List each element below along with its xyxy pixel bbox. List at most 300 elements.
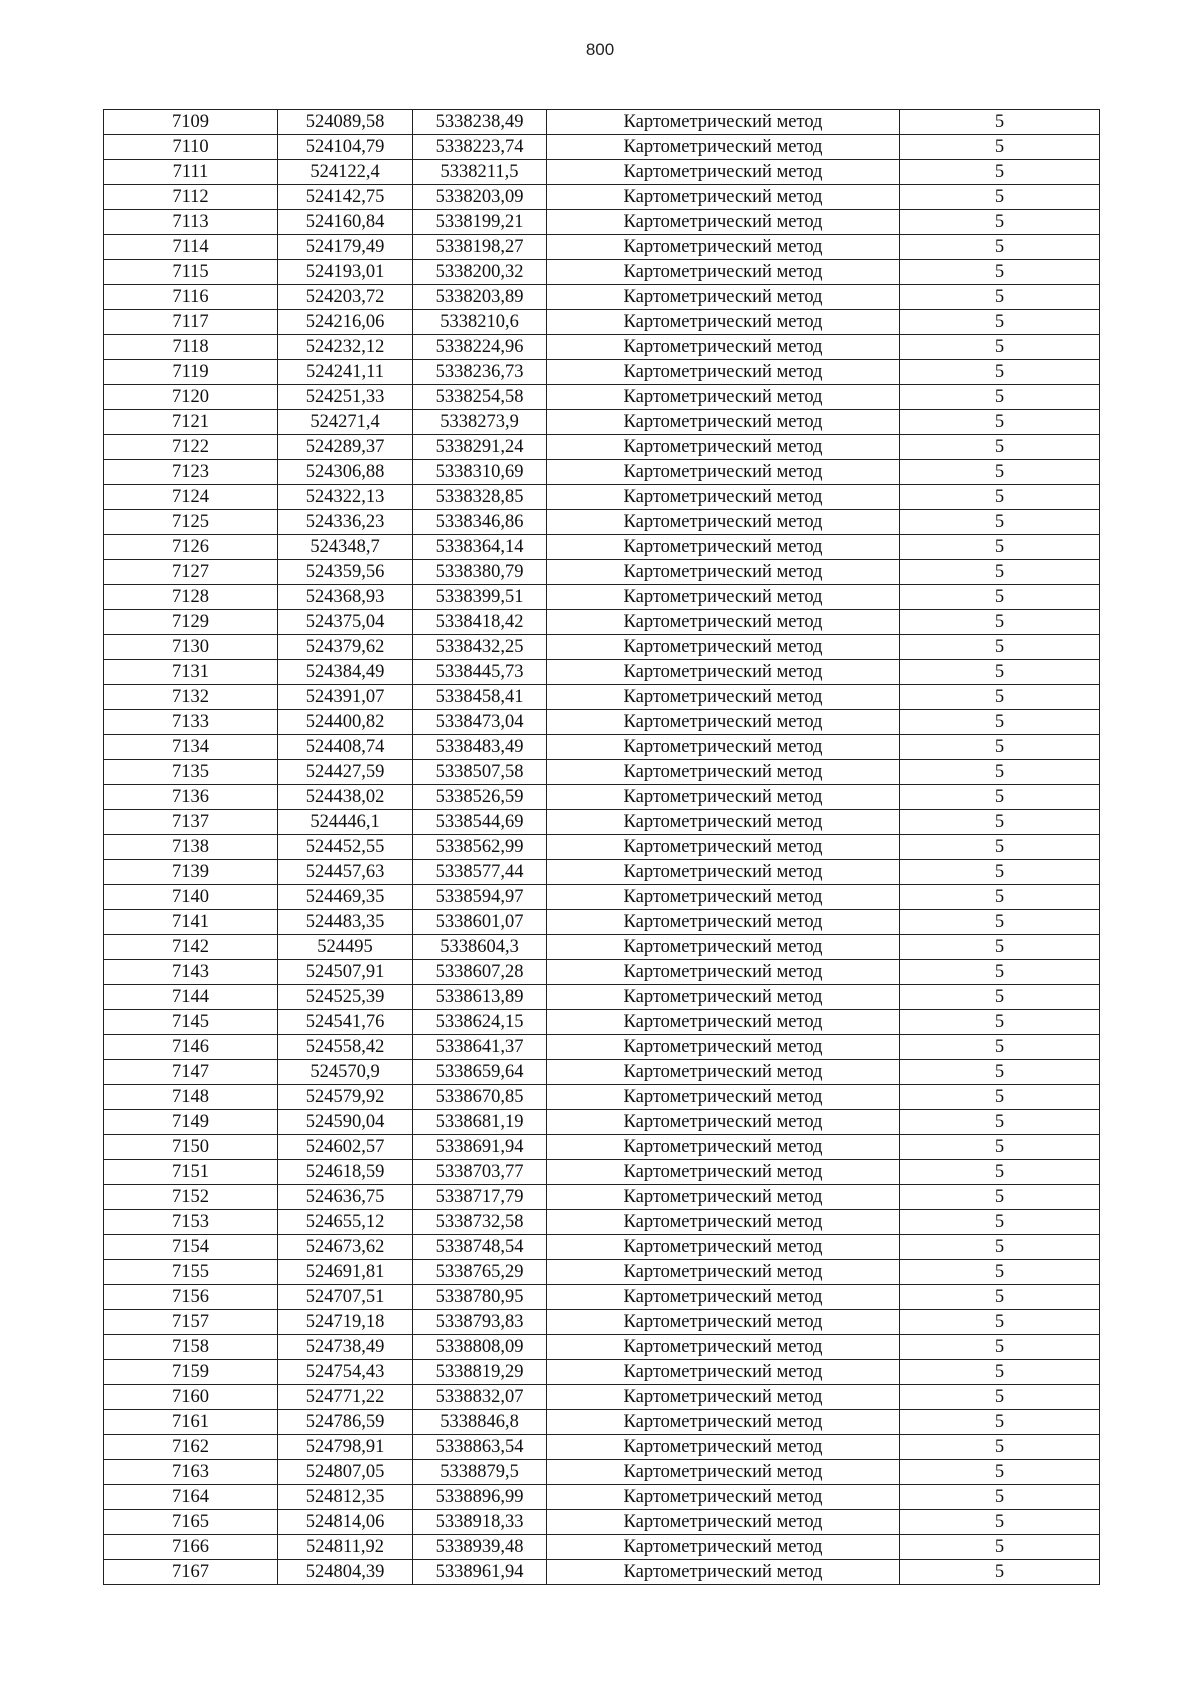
- x-coordinate-cell: 524179,49: [278, 235, 413, 260]
- method-cell: Картометрический метод: [547, 135, 900, 160]
- point-number-cell: 7145: [104, 1010, 278, 1035]
- method-cell: Картометрический метод: [547, 210, 900, 235]
- y-coordinate-cell: 5338819,29: [413, 1360, 547, 1385]
- y-coordinate-cell: 5338238,49: [413, 110, 547, 135]
- method-cell: Картометрический метод: [547, 435, 900, 460]
- table-row: [104, 1385, 1100, 1410]
- y-coordinate-cell: 5338223,74: [413, 135, 547, 160]
- x-coordinate-cell: 524089,58: [278, 110, 413, 135]
- method-cell: Картометрический метод: [547, 1460, 900, 1485]
- y-coordinate-cell: 5338594,97: [413, 885, 547, 910]
- table-row: [104, 1460, 1100, 1485]
- point-number-cell: 7143: [104, 960, 278, 985]
- accuracy-cell: 5: [900, 1285, 1100, 1310]
- table-row: [104, 1560, 1100, 1585]
- table-row: [104, 1360, 1100, 1385]
- point-number-cell: 7138: [104, 835, 278, 860]
- table-row: [104, 885, 1100, 910]
- method-cell: Картометрический метод: [547, 510, 900, 535]
- y-coordinate-cell: 5338641,37: [413, 1035, 547, 1060]
- y-coordinate-cell: 5338203,89: [413, 285, 547, 310]
- point-number-cell: 7123: [104, 460, 278, 485]
- point-number-cell: 7151: [104, 1160, 278, 1185]
- point-number-cell: 7159: [104, 1360, 278, 1385]
- accuracy-cell: 5: [900, 1060, 1100, 1085]
- point-number-cell: 7150: [104, 1135, 278, 1160]
- table-row: [104, 385, 1100, 410]
- method-cell: Картометрический метод: [547, 585, 900, 610]
- y-coordinate-cell: 5338310,69: [413, 460, 547, 485]
- method-cell: Картометрический метод: [547, 1185, 900, 1210]
- accuracy-cell: 5: [900, 885, 1100, 910]
- method-cell: Картометрический метод: [547, 910, 900, 935]
- x-coordinate-cell: 524602,57: [278, 1135, 413, 1160]
- y-coordinate-cell: 5338765,29: [413, 1260, 547, 1285]
- accuracy-cell: 5: [900, 1235, 1100, 1260]
- method-cell: Картометрический метод: [547, 610, 900, 635]
- accuracy-cell: 5: [900, 735, 1100, 760]
- table-row: [104, 235, 1100, 260]
- y-coordinate-cell: 5338380,79: [413, 560, 547, 585]
- y-coordinate-cell: 5338703,77: [413, 1160, 547, 1185]
- point-number-cell: 7128: [104, 585, 278, 610]
- coordinates-table: [103, 109, 1100, 1585]
- method-cell: Картометрический метод: [547, 110, 900, 135]
- x-coordinate-cell: 524754,43: [278, 1360, 413, 1385]
- y-coordinate-cell: 5338793,83: [413, 1310, 547, 1335]
- x-coordinate-cell: 524814,06: [278, 1510, 413, 1535]
- method-cell: Картометрический метод: [547, 560, 900, 585]
- x-coordinate-cell: 524384,49: [278, 660, 413, 685]
- point-number-cell: 7157: [104, 1310, 278, 1335]
- method-cell: Картометрический метод: [547, 1310, 900, 1335]
- point-number-cell: 7163: [104, 1460, 278, 1485]
- table-row: [104, 1260, 1100, 1285]
- method-cell: Картометрический метод: [547, 735, 900, 760]
- y-coordinate-cell: 5338613,89: [413, 985, 547, 1010]
- y-coordinate-cell: 5338224,96: [413, 335, 547, 360]
- x-coordinate-cell: 524673,62: [278, 1235, 413, 1260]
- x-coordinate-cell: 524719,18: [278, 1310, 413, 1335]
- y-coordinate-cell: 5338273,9: [413, 410, 547, 435]
- method-cell: Картометрический метод: [547, 1010, 900, 1035]
- accuracy-cell: 5: [900, 1435, 1100, 1460]
- x-coordinate-cell: 524738,49: [278, 1335, 413, 1360]
- x-coordinate-cell: 524232,12: [278, 335, 413, 360]
- y-coordinate-cell: 5338624,15: [413, 1010, 547, 1035]
- table-row: [104, 1160, 1100, 1185]
- accuracy-cell: 5: [900, 1485, 1100, 1510]
- table-row: [104, 685, 1100, 710]
- accuracy-cell: 5: [900, 310, 1100, 335]
- table-row: [104, 860, 1100, 885]
- y-coordinate-cell: 5338203,09: [413, 185, 547, 210]
- method-cell: Картометрический метод: [547, 1210, 900, 1235]
- method-cell: Картометрический метод: [547, 185, 900, 210]
- method-cell: Картометрический метод: [547, 1160, 900, 1185]
- method-cell: Картометрический метод: [547, 1285, 900, 1310]
- x-coordinate-cell: 524379,62: [278, 635, 413, 660]
- y-coordinate-cell: 5338846,8: [413, 1410, 547, 1435]
- accuracy-cell: 5: [900, 1185, 1100, 1210]
- x-coordinate-cell: 524122,4: [278, 160, 413, 185]
- accuracy-cell: 5: [900, 910, 1100, 935]
- y-coordinate-cell: 5338896,99: [413, 1485, 547, 1510]
- table-row: [104, 1035, 1100, 1060]
- point-number-cell: 7121: [104, 410, 278, 435]
- y-coordinate-cell: 5338199,21: [413, 210, 547, 235]
- y-coordinate-cell: 5338364,14: [413, 535, 547, 560]
- x-coordinate-cell: 524104,79: [278, 135, 413, 160]
- point-number-cell: 7127: [104, 560, 278, 585]
- accuracy-cell: 5: [900, 135, 1100, 160]
- accuracy-cell: 5: [900, 710, 1100, 735]
- y-coordinate-cell: 5338863,54: [413, 1435, 547, 1460]
- x-coordinate-cell: 524203,72: [278, 285, 413, 310]
- x-coordinate-cell: 524618,59: [278, 1160, 413, 1185]
- y-coordinate-cell: 5338780,95: [413, 1285, 547, 1310]
- accuracy-cell: 5: [900, 510, 1100, 535]
- point-number-cell: 7116: [104, 285, 278, 310]
- point-number-cell: 7120: [104, 385, 278, 410]
- x-coordinate-cell: 524160,84: [278, 210, 413, 235]
- method-cell: Картометрический метод: [547, 1110, 900, 1135]
- accuracy-cell: 5: [900, 835, 1100, 860]
- method-cell: Картометрический метод: [547, 285, 900, 310]
- accuracy-cell: 5: [900, 560, 1100, 585]
- x-coordinate-cell: 524771,22: [278, 1385, 413, 1410]
- point-number-cell: 7119: [104, 360, 278, 385]
- accuracy-cell: 5: [900, 385, 1100, 410]
- table-row: [104, 1410, 1100, 1435]
- accuracy-cell: 5: [900, 435, 1100, 460]
- y-coordinate-cell: 5338200,32: [413, 260, 547, 285]
- table-row: [104, 160, 1100, 185]
- point-number-cell: 7118: [104, 335, 278, 360]
- point-number-cell: 7162: [104, 1435, 278, 1460]
- table-row: [104, 710, 1100, 735]
- table-row: [104, 510, 1100, 535]
- accuracy-cell: 5: [900, 935, 1100, 960]
- table-row: [104, 985, 1100, 1010]
- table-row: [104, 210, 1100, 235]
- point-number-cell: 7154: [104, 1235, 278, 1260]
- x-coordinate-cell: 524786,59: [278, 1410, 413, 1435]
- point-number-cell: 7152: [104, 1185, 278, 1210]
- x-coordinate-cell: 524193,01: [278, 260, 413, 285]
- accuracy-cell: 5: [900, 1160, 1100, 1185]
- method-cell: Картометрический метод: [547, 1510, 900, 1535]
- x-coordinate-cell: 524306,88: [278, 460, 413, 485]
- table-row: [104, 610, 1100, 635]
- accuracy-cell: 5: [900, 1385, 1100, 1410]
- y-coordinate-cell: 5338832,07: [413, 1385, 547, 1410]
- coordinates-table-body: [104, 110, 1100, 1585]
- accuracy-cell: 5: [900, 285, 1100, 310]
- method-cell: Картометрический метод: [547, 660, 900, 685]
- accuracy-cell: 5: [900, 635, 1100, 660]
- y-coordinate-cell: 5338577,44: [413, 860, 547, 885]
- x-coordinate-cell: 524590,04: [278, 1110, 413, 1135]
- method-cell: Картометрический метод: [547, 1260, 900, 1285]
- x-coordinate-cell: 524438,02: [278, 785, 413, 810]
- table-row: [104, 360, 1100, 385]
- accuracy-cell: 5: [900, 660, 1100, 685]
- point-number-cell: 7137: [104, 810, 278, 835]
- point-number-cell: 7139: [104, 860, 278, 885]
- y-coordinate-cell: 5338879,5: [413, 1460, 547, 1485]
- table-row: [104, 1185, 1100, 1210]
- point-number-cell: 7155: [104, 1260, 278, 1285]
- accuracy-cell: 5: [900, 1135, 1100, 1160]
- y-coordinate-cell: 5338418,42: [413, 610, 547, 635]
- method-cell: Картометрический метод: [547, 360, 900, 385]
- point-number-cell: 7109: [104, 110, 278, 135]
- method-cell: Картометрический метод: [547, 935, 900, 960]
- y-coordinate-cell: 5338659,64: [413, 1060, 547, 1085]
- accuracy-cell: 5: [900, 1535, 1100, 1560]
- accuracy-cell: 5: [900, 585, 1100, 610]
- y-coordinate-cell: 5338526,59: [413, 785, 547, 810]
- point-number-cell: 7112: [104, 185, 278, 210]
- table-row: [104, 785, 1100, 810]
- table-row: [104, 310, 1100, 335]
- point-number-cell: 7117: [104, 310, 278, 335]
- accuracy-cell: 5: [900, 485, 1100, 510]
- accuracy-cell: 5: [900, 610, 1100, 635]
- table-row: [104, 135, 1100, 160]
- y-coordinate-cell: 5338544,69: [413, 810, 547, 835]
- table-row: [104, 1060, 1100, 1085]
- x-coordinate-cell: 524368,93: [278, 585, 413, 610]
- x-coordinate-cell: 524427,59: [278, 760, 413, 785]
- table-row: [104, 260, 1100, 285]
- y-coordinate-cell: 5338939,48: [413, 1535, 547, 1560]
- x-coordinate-cell: 524408,74: [278, 735, 413, 760]
- method-cell: Картометрический метод: [547, 760, 900, 785]
- accuracy-cell: 5: [900, 1335, 1100, 1360]
- method-cell: Картометрический метод: [547, 635, 900, 660]
- table-row: [104, 1285, 1100, 1310]
- accuracy-cell: 5: [900, 360, 1100, 385]
- method-cell: Картометрический метод: [547, 1435, 900, 1460]
- accuracy-cell: 5: [900, 185, 1100, 210]
- method-cell: Картометрический метод: [547, 1385, 900, 1410]
- method-cell: Картометрический метод: [547, 1085, 900, 1110]
- method-cell: Картометрический метод: [547, 310, 900, 335]
- y-coordinate-cell: 5338604,3: [413, 935, 547, 960]
- accuracy-cell: 5: [900, 1085, 1100, 1110]
- x-coordinate-cell: 524271,4: [278, 410, 413, 435]
- table-row: [104, 935, 1100, 960]
- x-coordinate-cell: 524400,82: [278, 710, 413, 735]
- point-number-cell: 7146: [104, 1035, 278, 1060]
- point-number-cell: 7132: [104, 685, 278, 710]
- point-number-cell: 7111: [104, 160, 278, 185]
- y-coordinate-cell: 5338458,41: [413, 685, 547, 710]
- accuracy-cell: 5: [900, 810, 1100, 835]
- point-number-cell: 7144: [104, 985, 278, 1010]
- table-row: [104, 460, 1100, 485]
- table-row: [104, 760, 1100, 785]
- method-cell: Картометрический метод: [547, 685, 900, 710]
- x-coordinate-cell: 524446,1: [278, 810, 413, 835]
- point-number-cell: 7110: [104, 135, 278, 160]
- table-row: [104, 1010, 1100, 1035]
- accuracy-cell: 5: [900, 535, 1100, 560]
- table-row: [104, 1335, 1100, 1360]
- accuracy-cell: 5: [900, 1210, 1100, 1235]
- point-number-cell: 7141: [104, 910, 278, 935]
- method-cell: Картометрический метод: [547, 1035, 900, 1060]
- table-row: [104, 1310, 1100, 1335]
- x-coordinate-cell: 524558,42: [278, 1035, 413, 1060]
- method-cell: Картометрический метод: [547, 1135, 900, 1160]
- accuracy-cell: 5: [900, 1110, 1100, 1135]
- point-number-cell: 7167: [104, 1560, 278, 1585]
- table-row: [104, 285, 1100, 310]
- accuracy-cell: 5: [900, 685, 1100, 710]
- method-cell: Картометрический метод: [547, 1560, 900, 1585]
- method-cell: Картометрический метод: [547, 710, 900, 735]
- y-coordinate-cell: 5338211,5: [413, 160, 547, 185]
- x-coordinate-cell: 524391,07: [278, 685, 413, 710]
- accuracy-cell: 5: [900, 785, 1100, 810]
- y-coordinate-cell: 5338328,85: [413, 485, 547, 510]
- point-number-cell: 7134: [104, 735, 278, 760]
- accuracy-cell: 5: [900, 1260, 1100, 1285]
- point-number-cell: 7156: [104, 1285, 278, 1310]
- y-coordinate-cell: 5338346,86: [413, 510, 547, 535]
- accuracy-cell: 5: [900, 335, 1100, 360]
- x-coordinate-cell: 524457,63: [278, 860, 413, 885]
- accuracy-cell: 5: [900, 1560, 1100, 1585]
- accuracy-cell: 5: [900, 1010, 1100, 1035]
- point-number-cell: 7124: [104, 485, 278, 510]
- point-number-cell: 7133: [104, 710, 278, 735]
- point-number-cell: 7140: [104, 885, 278, 910]
- point-number-cell: 7158: [104, 1335, 278, 1360]
- table-row: [104, 1110, 1100, 1135]
- method-cell: Картометрический метод: [547, 1410, 900, 1435]
- y-coordinate-cell: 5338291,24: [413, 435, 547, 460]
- x-coordinate-cell: 524348,7: [278, 535, 413, 560]
- y-coordinate-cell: 5338717,79: [413, 1185, 547, 1210]
- table-row: [104, 960, 1100, 985]
- x-coordinate-cell: 524142,75: [278, 185, 413, 210]
- method-cell: Картометрический метод: [547, 810, 900, 835]
- y-coordinate-cell: 5338670,85: [413, 1085, 547, 1110]
- point-number-cell: 7136: [104, 785, 278, 810]
- table-row: [104, 810, 1100, 835]
- y-coordinate-cell: 5338961,94: [413, 1560, 547, 1585]
- x-coordinate-cell: 524322,13: [278, 485, 413, 510]
- x-coordinate-cell: 524495: [278, 935, 413, 960]
- point-number-cell: 7135: [104, 760, 278, 785]
- method-cell: Картометрический метод: [547, 835, 900, 860]
- point-number-cell: 7129: [104, 610, 278, 635]
- y-coordinate-cell: 5338399,51: [413, 585, 547, 610]
- y-coordinate-cell: 5338732,58: [413, 1210, 547, 1235]
- method-cell: Картометрический метод: [547, 1535, 900, 1560]
- table-row: [104, 535, 1100, 560]
- accuracy-cell: 5: [900, 985, 1100, 1010]
- x-coordinate-cell: 524541,76: [278, 1010, 413, 1035]
- table-row: [104, 110, 1100, 135]
- x-coordinate-cell: 524507,91: [278, 960, 413, 985]
- method-cell: Картометрический метод: [547, 410, 900, 435]
- method-cell: Картометрический метод: [547, 535, 900, 560]
- method-cell: Картометрический метод: [547, 1360, 900, 1385]
- accuracy-cell: 5: [900, 235, 1100, 260]
- accuracy-cell: 5: [900, 460, 1100, 485]
- point-number-cell: 7115: [104, 260, 278, 285]
- table-row: [104, 660, 1100, 685]
- accuracy-cell: 5: [900, 1460, 1100, 1485]
- method-cell: Картометрический метод: [547, 1485, 900, 1510]
- method-cell: Картометрический метод: [547, 460, 900, 485]
- x-coordinate-cell: 524691,81: [278, 1260, 413, 1285]
- x-coordinate-cell: 524452,55: [278, 835, 413, 860]
- point-number-cell: 7161: [104, 1410, 278, 1435]
- accuracy-cell: 5: [900, 160, 1100, 185]
- table-row: [104, 335, 1100, 360]
- y-coordinate-cell: 5338562,99: [413, 835, 547, 860]
- accuracy-cell: 5: [900, 860, 1100, 885]
- point-number-cell: 7125: [104, 510, 278, 535]
- x-coordinate-cell: 524804,39: [278, 1560, 413, 1585]
- method-cell: Картометрический метод: [547, 1060, 900, 1085]
- y-coordinate-cell: 5338607,28: [413, 960, 547, 985]
- y-coordinate-cell: 5338808,09: [413, 1335, 547, 1360]
- x-coordinate-cell: 524289,37: [278, 435, 413, 460]
- table-row: [104, 635, 1100, 660]
- y-coordinate-cell: 5338748,54: [413, 1235, 547, 1260]
- method-cell: Картометрический метод: [547, 260, 900, 285]
- table-row: [104, 410, 1100, 435]
- accuracy-cell: 5: [900, 210, 1100, 235]
- point-number-cell: 7126: [104, 535, 278, 560]
- point-number-cell: 7130: [104, 635, 278, 660]
- method-cell: Картометрический метод: [547, 335, 900, 360]
- point-number-cell: 7113: [104, 210, 278, 235]
- y-coordinate-cell: 5338445,73: [413, 660, 547, 685]
- x-coordinate-cell: 524251,33: [278, 385, 413, 410]
- method-cell: Картометрический метод: [547, 960, 900, 985]
- point-number-cell: 7131: [104, 660, 278, 685]
- accuracy-cell: 5: [900, 110, 1100, 135]
- y-coordinate-cell: 5338507,58: [413, 760, 547, 785]
- method-cell: Картометрический метод: [547, 385, 900, 410]
- table-row: [104, 1085, 1100, 1110]
- y-coordinate-cell: 5338198,27: [413, 235, 547, 260]
- y-coordinate-cell: 5338483,49: [413, 735, 547, 760]
- accuracy-cell: 5: [900, 1410, 1100, 1435]
- x-coordinate-cell: 524579,92: [278, 1085, 413, 1110]
- point-number-cell: 7160: [104, 1385, 278, 1410]
- y-coordinate-cell: 5338254,58: [413, 385, 547, 410]
- x-coordinate-cell: 524655,12: [278, 1210, 413, 1235]
- y-coordinate-cell: 5338236,73: [413, 360, 547, 385]
- accuracy-cell: 5: [900, 760, 1100, 785]
- accuracy-cell: 5: [900, 1510, 1100, 1535]
- x-coordinate-cell: 524707,51: [278, 1285, 413, 1310]
- x-coordinate-cell: 524241,11: [278, 360, 413, 385]
- point-number-cell: 7149: [104, 1110, 278, 1135]
- accuracy-cell: 5: [900, 260, 1100, 285]
- y-coordinate-cell: 5338681,19: [413, 1110, 547, 1135]
- table-row: [104, 185, 1100, 210]
